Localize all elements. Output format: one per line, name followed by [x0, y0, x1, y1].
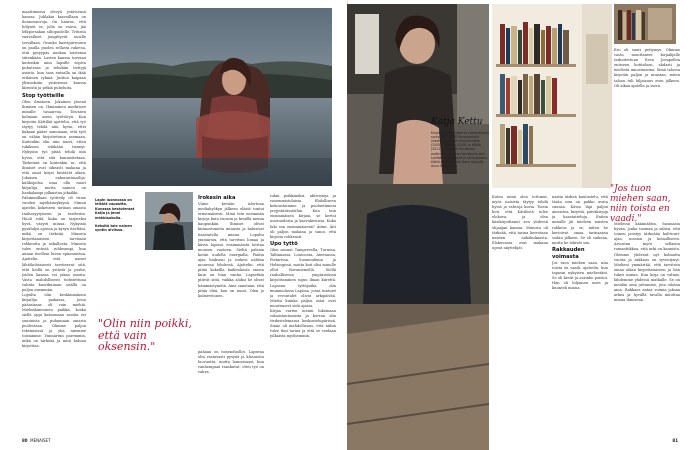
body-text: Pahimmillaan työtteily oli viime vuoden myöhäissyksynä. Minun ajatelin kokeneen tarinan omasta rauhasyytyiseen ja teatteriin. Huoli siitä, kuka on tarpeeksi hyvä, väsytti minua. Nykyisin pysähdyn ajoissa ja kysyn itseltäni, mikä on tärkeää. Minusta kirjoittamiseen tarvitaan rohkeutta ja uskallusta. Minusta tulee entistä rohkeampi, kun annan itselleni luvan epäonnistua. Ajattelin, että naiset lähtökohtaisesti tarvitsevat sitä, että heillä on ystäviä ja perhe, joiden kanssa voi jakaa asioita. Vasta mahdollisesti todistettuna valinta kasvikunnan sisällä on paljon enemmän. — [22, 196, 86, 292]
left-column-4 — [270, 194, 336, 435]
page-number: 81 — [672, 438, 678, 443]
right-column-1 — [492, 195, 548, 435]
body-text: Olen asunut Tampereella, Turussa, Tallinnassa, Lontoossa, Ateenassa, Pietarissa, Suomenlinna ja Helsingissä, mutta koti olisi minulle ollut Rovaniemellä. Siellä rauhallisessa ympäristössä kirjoittaminen sujuu ilman kiirettä. Lapsena tyttöpoika olin mummolassa Lapissa, jossa tunturit ja revontulet olivat arkipäivää. Mietin kuinka paljon asiat ovat muuttuneet siitä ajasta. — [270, 247, 336, 308]
section-heading: Stop työtteille — [22, 92, 65, 99]
body-text: Lopulta olin keskimmäinen kirjailija paikassa, jossa pääasiassa oli vain miehiä. Mielenkiintoinen paikka, koska siellä oppi katsomaan asioita eri suunnista ja puhumaan omasta puolestaan. Olimme paljon tekemisissä ja yhä näemme toisiamme. Ymmärrän paremmin, mikä on tärkeää ja mitä haluan kirjoittaa. — [22, 293, 86, 348]
photo-small-swim — [145, 192, 193, 250]
photo-bookshelf — [492, 4, 612, 188]
body-text: Olen ilmoinen. Jokainen jäsenä ihmisen on. Ihmiminen merkitsee minulle tasaarvoa. Toivasen kolmaan asein työttöryä. Kun kirjoitin Kättilää ajattelin, että työ täytyy tehdä niin hyvin, ettei kukaan pääse sanomaan, että työt on vähän kirjoitettuun asemaan. Kuitenkin olin niin nuori, etten tukikseni sitäkään tiennyt. Nykyisin työ pitää tehdä niin hyvin, että sitä kunnioitetaan. Tärkeintä on kuitenkin se, että ihmiset ovat oikeasti mukana ja että omat kirjat kestävät aikaa. Jokaisen enkorantasoilija-kulikopolsa osaa olla nuori kirjailija, mutta nainen on hankalampi julkaistua jokaikki. — [22, 99, 86, 196]
right-column-2 — [552, 195, 608, 435]
profile-name: Katja Kettu — [431, 117, 483, 127]
body-text: Kuten minä olen tottunut, myös naisista täytyy tehdä hyviä ja vahvoja kuvia. Tiesin heti, että Kätilöstä tulee elokuva, ja olen käsikirjoittanut sen yhdessä ohjaajan kanssa. Minusta oli tärkeää, että tarina kerrotaan naisten näkökulmasta. Elokuvassa ovat mukana upeat näyttelijät. — [492, 195, 548, 250]
body-text: Kirjaa varten menin lukemaan valmistautumista ja kerran olin tiedustelemassa keskustelupiirissä. Sinne oli mahdollisuus, että niihin tulee ilmi tarina ja että se voidaan julkaista myöhemmin. — [270, 308, 336, 339]
body-text: pahaan on toisenduollot. Lapsena olin vastavasti pysynä ja klasssista luovuutta, mutta lamorisaasi, kun vanhempani raaskavat, ettei työ on vahva. — [198, 350, 264, 375]
left-column-1 — [22, 10, 86, 435]
section-heading: Upo tyttö — [270, 240, 298, 247]
page-folio-right — [672, 438, 678, 443]
body-text: tukin poikkimiksi, aktivisteja ja vasemmistolaisia. Ehdolliseen kokoustaimme ja puoluetiimeni yrejystärässiöihin. Kun tein ensimmäisen kirjani, se kertoi nuoruudesta ja kasvukivuista. Kuka luki sen ensimmäisenä? Äitini. Äiti oli paljon mukana ja sanoi, että kirjoita rohkeasti. — [270, 194, 336, 239]
body-text: maattimassa olevyä ystäviensä kanssa. Juhlakin kasvoillaan on ilonnosauvoja. On hauras, että hölynöt se, jolla on vauva, jää lelkporsakan siltopuolelle. Tritosta vauvalliset jengittyvät uusille tavoillaan. Ovanko kasvipiirroisen on paulla puolen sellasta raketsa, että pysyypäs noukaa toistensa siitenkään. Lasten kanssa turvaan kuitenkin aina lapsille sopiva puhutessa ja tehdään tiettyjä asioita, kun taas entsalla on ikää erilainen ryhmä. Juokoo kaipaan ylisinoksiin ystäviensä kanssa kiireistä ja pitkiä puheluita. — [22, 10, 86, 91]
page-folio-left — [22, 438, 51, 443]
photo-caption — [95, 198, 143, 233]
body-text: naista tärkeä kuulustelu, että täsäa nim on pakko avata suunsa. Kävin läpi paljon aineistoa, kirjeitä, päiväkirjoja ja haastatteluja. Eniten minulle jäi mieleen naisten rohkeus ja se, miten he kertoivat omaa tarinaansa sodan jälkeen. Se oli vaikeaa, mutta he tekivät sen. — [552, 195, 608, 245]
body-text: Ero oli suuri pettymys. Olimme vasta muuttaneet kirjailijalle tarkoitettuun Eeva Joenpellon entiseen kotitaloon, ahdasti ja mielestä innostuneina. Siinä talossa kirjoitin paljon ja muistan, miten taloon tuli hiljaisuus eron jälkeen. Oli aikaa ajatella ja surra. — [614, 48, 680, 88]
magazine-name: MENAISET — [30, 438, 51, 443]
caption-text: Lapin luonnossa on leikkiä vapautta. Kuvassa kesävieraat Katja ja Jenni mökkiaukolla. — [95, 198, 135, 220]
pull-quote: "Olin niin poikki, että vain oksensin." — [98, 317, 192, 353]
section-heading: Irokesin aika — [198, 195, 236, 201]
section-heading: Rakkauden voimasta — [552, 246, 585, 260]
left-column-3-end — [198, 350, 264, 435]
caption-text-2: Keksitä tale nainen syntin aivlissa. — [95, 224, 132, 233]
pull-quote-right: "Jos tuon miehen saan, niin toista en vaadi." — [610, 184, 671, 224]
body-text: Jos tuon miehen saan, niin toista en vaadi, ajattelin, kun tapasin nykyisen miehestäni. Se oli kevät ja aurinko paistoi. Hän oli hiljainen mies ja kuunteli minua. — [552, 260, 608, 291]
photo-portrait-home — [347, 4, 489, 450]
photo-shelf-detail — [614, 4, 676, 44]
profile-name-block — [431, 118, 491, 168]
body-text: Mielessä käännähtin, huomasin hyvän, jonka tuoman ja siihen, että toinen poistyy tärkeään kulttuuri-ajan, suosion ja keinolliseen. Arvostan myös sellaista romantiikkaa, että arki on kaunista. Olemme yhdessä nyt kolmatta vuotta ja rakkaus on syventynyt. Mieheni ymmärtää, että tarvitsen omaa aikaa kirjoittamiseen ja hän tukee minua. Kun kirja on valmis, lähdemme yhdessä matkalle. Se on meidän oma juttumme, jota odotan aina. Rakkaus antaa voimia jaksaa arkea ja hyvällä tavalla muuttaa minua ihmisenä. — [614, 222, 680, 303]
page-number: 80 — [22, 438, 28, 443]
profile-bio: Kirjailija, animaattori ja videotohjaaja syntyi 10.4.1978 Rovaniemellä. Julkaissut teokset Surunkerääjä (2005), Hitsaaja (2008) ja Kätilö (2011), joka voitti Runeberg-palkinnon. Tanskan toimikunta teki työllään katovudelle ja animaatioita. Kätilö-elokuva ensi-iltaan syksyllä. Asuu Helsingissä. — [431, 130, 489, 169]
right-page — [348, 0, 696, 450]
right-column-3-end — [614, 222, 680, 435]
body-text: Viime kevään islortuan mediahyökyn jälkeen eläsiä tuntui erinomaisesti. Minä tein enemmän kirjoja kuin vuosiin ja kesällä menin kaupunkiin. Ihmiset olivat kiinnostuneita minusta ja halusivat haastatella minua. Lopulta ymmärsin, että tarvitsin lomaa ja kävin lapissa ensimmäistä kertaa moneen vuoteen. Sieltä palasin kotiin uudella energialla. Päätin ajaa hiukseni ja irokesi nähtiin monessa lehdessä. Ajattelin, että pitää kokeilla kaikenlaista ennen kuin on liian vanha. Lapsetkin pitivät siitä, vaikka aluksi he olivat hämmästyneitä. Aina sanotaan, että pitää elää, kun on nuori. Olen jo kolmevitonen. — [198, 202, 264, 298]
right-column-3-top — [614, 48, 680, 173]
photo-lake-portrait — [92, 8, 332, 186]
